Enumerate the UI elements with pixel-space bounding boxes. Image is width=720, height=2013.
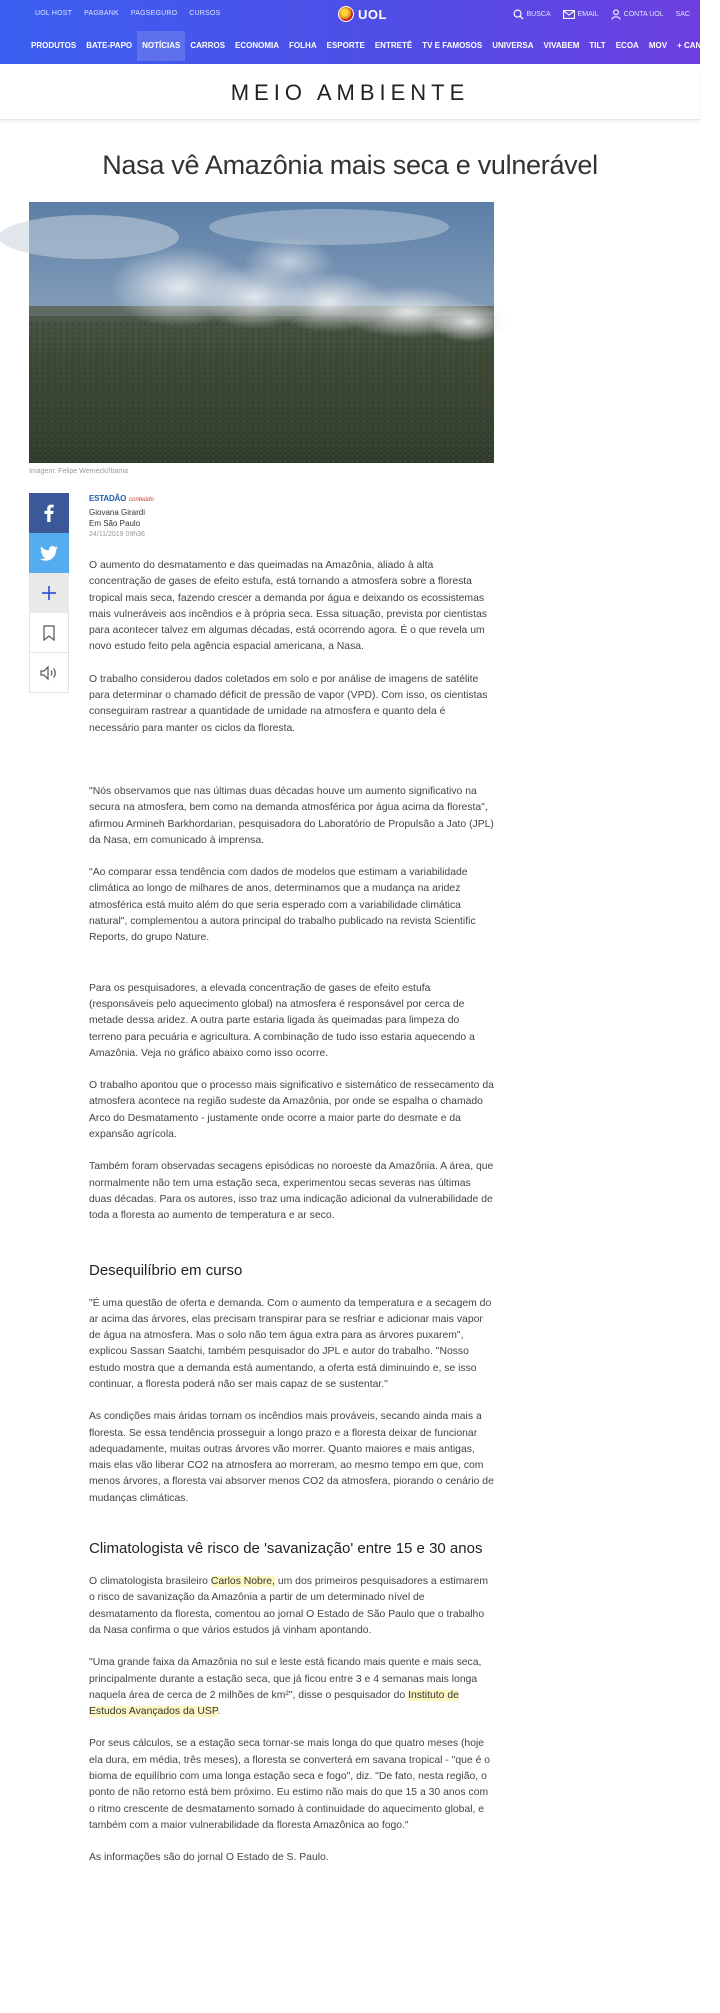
nav-ecoa[interactable]: ECOA <box>615 41 639 50</box>
more-share-button[interactable] <box>29 573 69 613</box>
nav-vivabem[interactable]: VIVABEM <box>543 41 580 50</box>
sac-link[interactable] <box>676 11 690 18</box>
author-location: Em São Paulo <box>89 519 141 528</box>
nav-economia[interactable]: ECONOMIA <box>235 41 280 50</box>
article-headline: Nasa vê Amazônia mais seca e vulnerável <box>102 150 598 180</box>
uol-logo[interactable] <box>338 6 387 22</box>
hero-image[interactable] <box>29 202 494 463</box>
nav-folha[interactable]: FOLHA <box>289 41 317 50</box>
carlos-nobre-link[interactable]: Carlos Nobre, <box>210 1576 275 1588</box>
nav-carros[interactable]: CARROS <box>190 41 226 50</box>
search-label: BUSCA <box>526 11 551 18</box>
paragraph-text: O climatologista brasileiro <box>89 1576 211 1588</box>
paragraph-text: um dos primeiros pesquisadores a estimarem o risco de savanização da Amazônia a partir de um determinado nível de desmatamento da floresta, comentou ao jornal O Estado de São Paulo que o trabalho da Nasa confirma o que vários estudos já vinham apontando. <box>89 1576 489 1636</box>
publish-time: 09h36 <box>125 531 145 538</box>
article-paragraph: Também foram observadas secagens episódicas no noroeste da Amazônia. A área, que normalmente não tem uma estação seca, experimentou secas severas nas últimas duas décadas. Para os autores, isso traz uma indicação adicional da vulnerabilidade de toda a floresta ao aumento de temperatura e ar seco. <box>89 1161 494 1222</box>
plus-icon <box>42 586 56 600</box>
header-utilities <box>513 9 690 20</box>
article-paragraph: "Ao comparar essa tendência com dados de modelos que estimam a variabilidade climática ao longo de milhares de anos, determinamos que a mudança na aridez atmosférica está muito além do que seria esperado com a variabilidade climática natural", complementou a autora principal do trabalho publicado na revista Scientific Reports, do grupo Nature. <box>89 867 476 944</box>
user-icon <box>611 9 621 20</box>
section-title[interactable]: MEIO AMBIENTE <box>230 80 470 105</box>
image-credit: Imagem: Felipe Werneck/Ibama <box>29 468 129 475</box>
top-link-pagbank[interactable]: PAGBANK <box>84 10 119 17</box>
nav-entrete[interactable]: ENTRETÊ <box>374 41 413 50</box>
top-links <box>35 10 220 17</box>
top-link-cursos[interactable]: CURSOS <box>189 10 221 17</box>
paragraph-text: "Uma grande faixa da Amazônia no sul e leste está ficando mais quente e mais seca, principalmente durante a estação seca, que já ficou entre 3 e 4 semanas mais longa naquela área de cerca de 2 milhões de km²", disse o pesquisador do <box>89 1657 482 1701</box>
top-header <box>0 0 715 64</box>
email-button[interactable] <box>563 10 599 19</box>
subheading-desequilibrio: Desequilíbrio em curso <box>89 1261 243 1279</box>
publish-datetime <box>89 529 154 540</box>
article-paragraph: "É uma questão de oferta e demanda. Com o aumento da temperatura e a secagem do ar acima das árvores, elas precisam transpirar para se resfriar e adicionar mais vapor de água na atmosfera. Mas o solo não tem água extra para as árvores puxarem", explicou Sassan Saatchi, também pesquisador do JPL e autor do trabalho. "Nosso estudo mostra que a demanda está aumentando, a oferta está diminuindo e, se isso continuar, a floresta poderá não ser mais capaz de se sustentar." <box>89 1297 492 1390</box>
top-link-pagseguro[interactable]: PAGSEGURO <box>130 10 178 17</box>
article-paragraph: O trabalho considerou dados coletados em solo e por análise de imagens de satélite para determinar o chamado déficit de pressão de vapor (VPD). Com isso, os cientistas conseguiram rastrear a quantidade de umidade na atmosfera e quanto dela é necessário para manter os ciclos da floresta. <box>89 673 488 734</box>
article-paragraph <box>89 1574 494 1639</box>
search-button[interactable] <box>513 9 551 20</box>
byline <box>89 494 154 540</box>
article-paragraph: Para os pesquisadores, a elevada concentração de gases de efeito estufa (responsáveis pelo aquecimento global) na atmosfera é responsável por cerca de metade dessa aridez. A outra parte estaria ligada às queimadas para limpeza do terreno para pecuária e agricultura. A combinação de tudo isso estaria aquecendo a Amazônia. Veja no gráfico abaixo como isso ocorre. <box>89 982 475 1059</box>
listen-button[interactable] <box>29 653 69 693</box>
author-name: Giovana Girardi <box>89 508 146 517</box>
paragraph-text: . <box>217 1706 221 1718</box>
twitter-icon <box>40 546 58 561</box>
uol-logo-text: UOL <box>358 6 387 22</box>
article-paragraph: As condições mais áridas tornam os incêndios mais prováveis, secando ainda mais a floresta. Se essa tendência prosseguir a longo prazo e a floresta deixar de funcionar adequadamente, muitas outras árvores vão morrer. Quanto maiores e mais antigas, mais elas vão liberar CO2 na atmosfera ao morreram, ao mesmo tempo em que, com menos árvores, a floresta vai absorver menos CO2 da atmosfera, piorando o cenário de mudanças climáticas. <box>89 1411 494 1504</box>
facebook-icon <box>44 504 54 522</box>
nav-produtos[interactable]: PRODUTOS <box>31 41 77 50</box>
publish-date: 24/11/2019 <box>89 531 124 538</box>
email-label: EMAIL <box>577 11 599 18</box>
facebook-share-button[interactable] <box>29 493 69 533</box>
source-name: ESTADÃO <box>89 494 127 503</box>
section-header <box>0 64 700 120</box>
article-paragraph: Por seus cálculos, se a estação seca tornar-se mais longa do que quatro meses (hoje ela dura, em média, três meses), a floresta se converterá em savana tropical - "que é o bioma de equilíbrio com uma longa estação seca e fogo", diz. "De fato, nesta região, o ponto de não retorno está bem próximo. Eu estimo não mais do que 15 a 30 anos com o ritmo crescente de desmatamento somado à continuidade do aquecimento global, e também com a maior vulnerabilidade da floresta Amazônica ao fogo." <box>89 1738 491 1831</box>
article-paragraph: As informações são do jornal O Estado de S. Paulo. <box>89 1852 329 1864</box>
nav-mais-canais[interactable]: + CANAIS <box>677 41 715 50</box>
twitter-share-button[interactable] <box>29 533 69 573</box>
uol-logo-icon <box>338 6 354 22</box>
article-paragraph: "Nós observamos que nas últimas duas décadas houve um aumento significativo na secura na atmosfera, bem como na demanda atmosférica por água acima da floresta", afirmou Armineh Barkhordarian, pesquisadora do Laboratório de Propulsão a Jato (JPL) da Nasa, em comunicado à imprensa. <box>89 785 494 846</box>
save-button[interactable] <box>29 613 69 653</box>
article-paragraph: O aumento do desmatamento e das queimadas na Amazônia, aliado à alta concentração de gases de efeito estufa, está tornando a atmosfera sobre a floresta tropical mais seca, fazendo crescer a demanda por água e deixando os ecossistemas mais vulneráveis aos incêndios e à própria seca. Essa situação, prevista por cientistas para acontecer talvez em algumas décadas, está ocorrendo agora. É o que revela um novo estudo feito pela agência espacial americana, a Nasa. <box>89 560 487 653</box>
main-nav <box>26 31 720 61</box>
account-label: CONTA UOL <box>623 11 664 18</box>
nav-universa[interactable]: UNIVERSA <box>492 41 534 50</box>
article-paragraph <box>89 1655 494 1720</box>
nav-noticias[interactable]: NOTÍCIAS <box>137 31 185 61</box>
sac-label: SAC <box>675 11 690 18</box>
iea-usp-link[interactable]: Instituto de Estudos Avançados da USP <box>89 1689 459 1718</box>
source-logo[interactable] <box>89 494 154 503</box>
article-paragraph: O trabalho apontou que o processo mais significativo e sistemático de ressecamento da atmosfera acontece na região sudeste da Amazônia, por onde se espalha o chamado Arco do Desmatamento - justamente onde ocorre a maior parte do desmate e da expansão agrícola. <box>89 1080 494 1141</box>
mail-icon <box>563 10 575 19</box>
speaker-icon <box>40 666 58 680</box>
source-tag: conteúdo <box>129 497 154 503</box>
top-link-uol-host[interactable]: UOL HOST <box>35 10 73 17</box>
search-icon <box>513 9 524 20</box>
subheading-savanizacao: Climatologista vê risco de 'savanização' entre 15 e 30 anos <box>89 1540 483 1558</box>
nav-tv-e-famosos[interactable]: TV E FAMOSOS <box>422 41 483 50</box>
share-bar <box>29 493 69 693</box>
forest-fire-photo <box>29 202 494 463</box>
nav-esporte[interactable]: ESPORTE <box>326 41 365 50</box>
article-body <box>89 558 494 1867</box>
nav-mov[interactable]: MOV <box>648 41 668 50</box>
bookmark-icon <box>43 625 55 641</box>
nav-bate-papo[interactable]: BATE-PAPO <box>86 41 133 50</box>
nav-tilt[interactable]: TILT <box>589 41 606 50</box>
account-button[interactable] <box>611 9 664 20</box>
